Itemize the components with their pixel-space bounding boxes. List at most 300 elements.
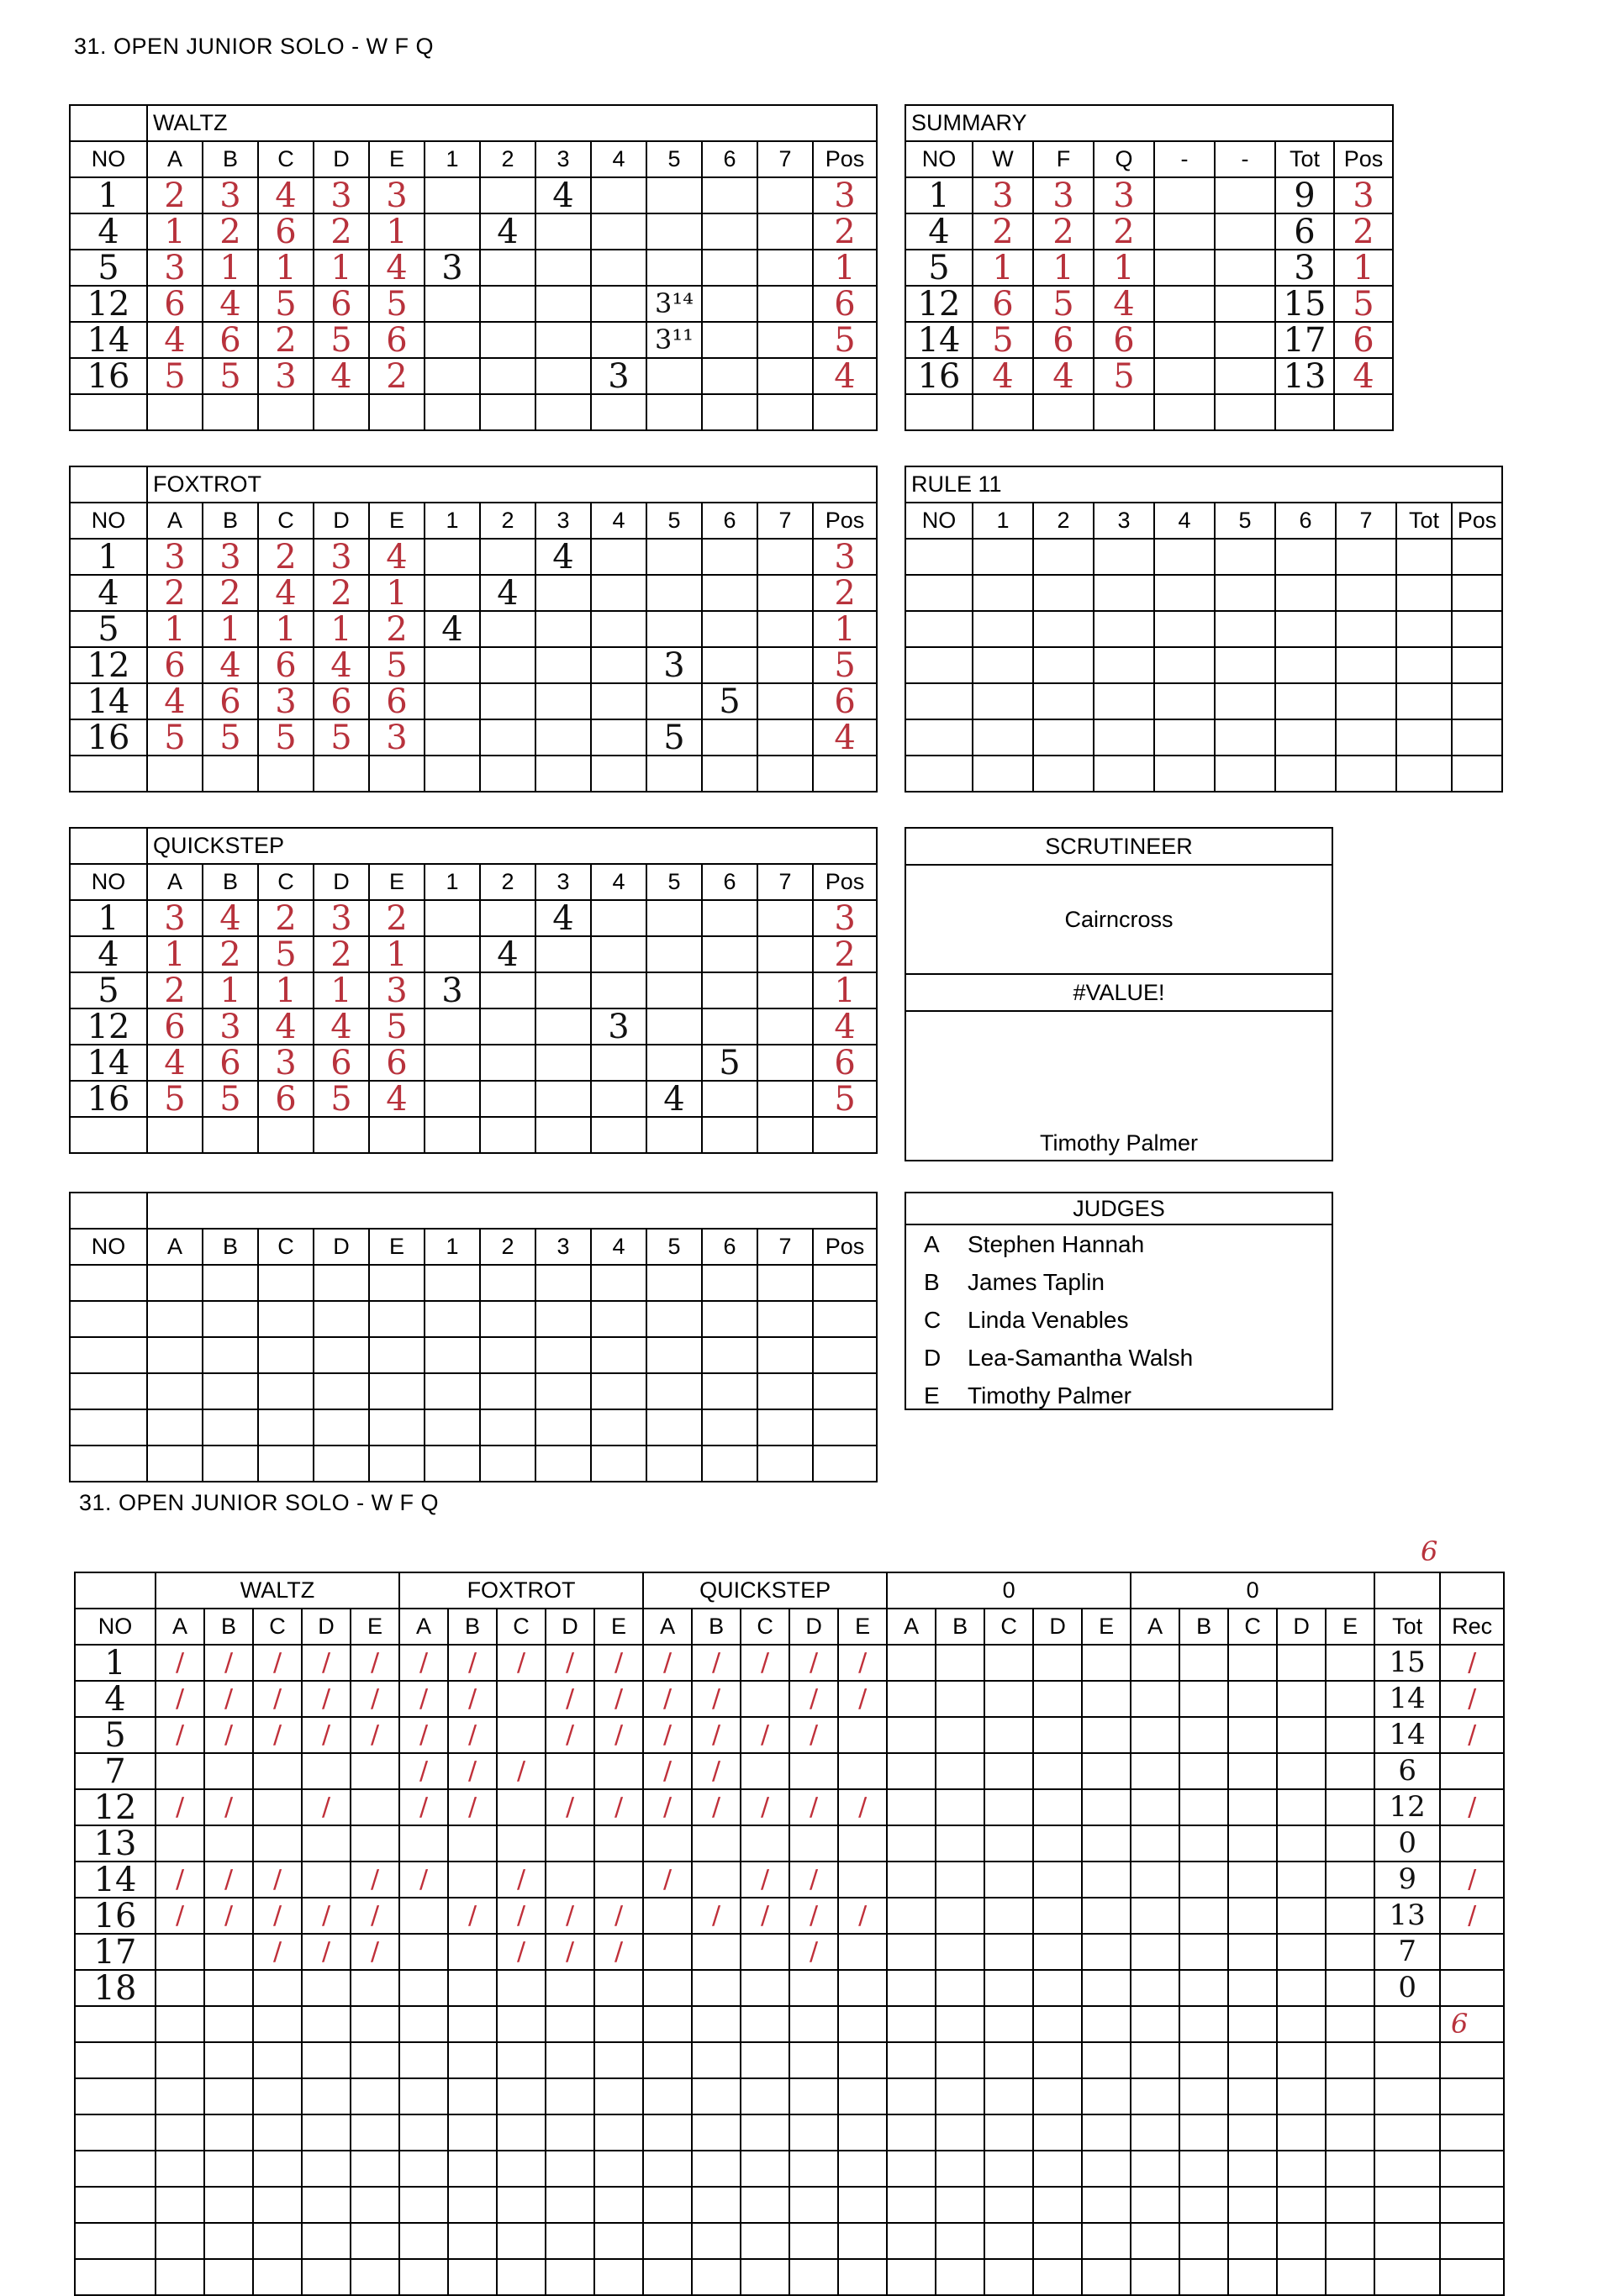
recall-mark-cell xyxy=(1179,1898,1228,1934)
recall-cell xyxy=(1440,2151,1504,2187)
cell xyxy=(702,900,757,936)
cell xyxy=(369,358,425,394)
recall-mark-cell xyxy=(448,1934,497,1970)
cell xyxy=(1215,539,1275,575)
recall-mark-cell xyxy=(399,2223,448,2259)
handwritten-mark: 6 xyxy=(275,647,297,683)
recall-mark-cell xyxy=(253,2114,302,2151)
recall-mark-cell xyxy=(594,2042,643,2078)
recall-mark-cell xyxy=(1179,1681,1228,1717)
handwritten-mark: 5 xyxy=(834,647,856,683)
cell xyxy=(480,1337,535,1373)
cell xyxy=(203,286,258,322)
cell xyxy=(813,1265,877,1301)
foxtrot-table xyxy=(69,466,878,793)
recall-mark-cell xyxy=(156,1681,204,1717)
handwritten-mark: 1 xyxy=(928,177,950,213)
cell xyxy=(258,358,314,394)
column-header: 5 xyxy=(1215,503,1275,539)
column-header: A xyxy=(147,503,203,539)
table-row xyxy=(905,213,1393,250)
tick-mark: ∕ xyxy=(419,1684,429,1714)
cell xyxy=(813,1373,877,1409)
recall-mark-cell xyxy=(1033,1898,1082,1934)
handwritten-mark: 4 xyxy=(98,213,119,250)
recall-mark-cell xyxy=(156,2223,204,2259)
recall-mark-cell xyxy=(1033,1717,1082,1753)
recall-mark-cell xyxy=(643,1898,692,1934)
cell xyxy=(702,756,757,792)
recall-mark-cell xyxy=(1326,2114,1374,2151)
blank-dance-table xyxy=(69,1192,878,1482)
cell xyxy=(702,1265,757,1301)
handwritten-mark: 6 xyxy=(992,286,1014,322)
recall-mark-cell xyxy=(936,2114,984,2151)
handwritten-mark: 2 xyxy=(219,575,241,611)
recall-mark-cell xyxy=(594,2114,643,2151)
recall-mark-cell xyxy=(302,1717,351,1753)
recall-mark-cell xyxy=(399,2114,448,2151)
cell xyxy=(757,322,813,358)
cell xyxy=(1336,683,1396,719)
cell xyxy=(646,322,702,358)
recall-mark-cell xyxy=(1082,2042,1131,2078)
cell xyxy=(1275,177,1334,213)
handwritten-mark: 1 xyxy=(834,972,856,1008)
cell xyxy=(70,1265,147,1301)
cell xyxy=(203,683,258,719)
recall-mark-cell xyxy=(399,1645,448,1681)
recall-mark-cell xyxy=(448,2114,497,2151)
cell xyxy=(203,719,258,756)
cell xyxy=(1334,322,1393,358)
recall-mark-cell xyxy=(1326,1862,1374,1898)
cell xyxy=(425,1373,480,1409)
recall-cell xyxy=(1440,2187,1504,2223)
handwritten-mark: 2 xyxy=(275,900,297,936)
handwritten-mark: 4 xyxy=(275,575,297,611)
recall-mark-cell xyxy=(204,1898,253,1934)
cell xyxy=(369,611,425,647)
recall-mark-cell xyxy=(1277,1898,1326,1934)
cell xyxy=(314,213,369,250)
recall-mark-cell xyxy=(1326,1970,1374,2006)
tick-mark: ∕ xyxy=(467,1684,477,1714)
cell xyxy=(70,936,147,972)
recall-mark-cell xyxy=(643,2223,692,2259)
cell xyxy=(203,1117,258,1153)
recall-mark-cell xyxy=(1033,1934,1082,1970)
cell xyxy=(147,1045,203,1081)
cell xyxy=(591,286,646,322)
cell xyxy=(258,719,314,756)
recall-cell xyxy=(1440,1862,1504,1898)
judge-name: James Taplin xyxy=(968,1268,1105,1295)
cell xyxy=(425,575,480,611)
recall-cell xyxy=(1440,2006,1504,2042)
recall-mark-cell xyxy=(887,2042,936,2078)
recall-mark-cell xyxy=(546,1789,594,1825)
handwritten-mark: 5 xyxy=(98,611,119,647)
recall-mark-cell xyxy=(1326,2259,1374,2295)
cell xyxy=(1154,647,1215,683)
competitor-number-cell xyxy=(75,1898,156,1934)
column-header: NO xyxy=(70,141,147,177)
cell xyxy=(203,936,258,972)
judge-letter-header: C xyxy=(984,1609,1033,1645)
cell xyxy=(258,286,314,322)
recall-mark-cell xyxy=(789,1681,838,1717)
recall-mark-cell xyxy=(351,2151,399,2187)
dance-group-header: FOXTROT xyxy=(399,1572,643,1609)
column-header: NO xyxy=(70,1229,147,1265)
cell xyxy=(535,1045,591,1081)
cell xyxy=(905,719,973,756)
cell xyxy=(70,177,147,213)
handwritten-mark: 5 xyxy=(834,1081,856,1117)
handwritten-mark: 2 xyxy=(330,575,352,611)
header-row xyxy=(905,141,1393,177)
cell xyxy=(813,575,877,611)
recall-mark-cell xyxy=(789,2114,838,2151)
column-header: Pos xyxy=(813,141,877,177)
recall-mark-cell xyxy=(789,1862,838,1898)
total-cell xyxy=(1374,1898,1440,1934)
column-header: Pos xyxy=(813,864,877,900)
handwritten-mark: 5 xyxy=(1052,286,1074,322)
column-header: 7 xyxy=(757,141,813,177)
recall-mark-cell xyxy=(741,1970,789,2006)
recall-mark-cell xyxy=(643,2114,692,2151)
cell xyxy=(314,1008,369,1045)
recall-mark-cell xyxy=(692,1862,741,1898)
judge-letter-header: E xyxy=(351,1609,399,1645)
cell xyxy=(70,972,147,1008)
recall-mark-cell xyxy=(838,2114,887,2151)
cell xyxy=(258,1446,314,1482)
handwritten-mark: 2 xyxy=(834,936,856,972)
recall-mark-cell xyxy=(838,2151,887,2187)
cell xyxy=(757,647,813,683)
table-row xyxy=(75,1753,1504,1789)
cell xyxy=(535,1117,591,1153)
cell xyxy=(480,683,535,719)
cell xyxy=(535,250,591,286)
recall-mark-cell xyxy=(399,1970,448,2006)
recall-mark-cell xyxy=(643,1825,692,1862)
cell xyxy=(70,1008,147,1045)
recall-mark-cell xyxy=(594,1898,643,1934)
table-row xyxy=(905,250,1393,286)
recall-mark-cell xyxy=(741,1717,789,1753)
cell xyxy=(70,1045,147,1081)
table-row xyxy=(905,286,1393,322)
cell xyxy=(70,286,147,322)
recall-mark-cell xyxy=(351,2042,399,2078)
cell xyxy=(535,972,591,1008)
recall-mark-cell xyxy=(448,2187,497,2223)
total-cell xyxy=(1374,1789,1440,1825)
cell xyxy=(369,647,425,683)
recall-mark-cell xyxy=(546,1681,594,1717)
recall-mark-cell xyxy=(302,1970,351,2006)
recall-mark-cell xyxy=(692,2114,741,2151)
recall-mark-cell xyxy=(887,2223,936,2259)
handwritten-mark: 5 xyxy=(164,719,186,756)
cell xyxy=(646,900,702,936)
judges-list xyxy=(923,1225,1194,1414)
judge-letter: E xyxy=(924,1382,940,1409)
recall-mark-cell xyxy=(1179,2187,1228,2223)
cell xyxy=(646,539,702,575)
recall-mark-cell xyxy=(302,2006,351,2042)
handwritten-mark: 6 xyxy=(1113,322,1135,358)
cell xyxy=(591,1409,646,1446)
handwritten-mark: 2 xyxy=(386,611,408,647)
recall-mark-cell xyxy=(302,2151,351,2187)
cell xyxy=(1033,611,1094,647)
column-header: B xyxy=(203,1229,258,1265)
recall-mark-cell xyxy=(692,2187,741,2223)
recall-mark-cell xyxy=(497,1789,546,1825)
handwritten-mark: 12 xyxy=(87,286,130,322)
table-row xyxy=(70,683,877,719)
cell xyxy=(147,1008,203,1045)
cell xyxy=(70,1301,147,1337)
recall-mark-cell xyxy=(351,1862,399,1898)
recall-mark-cell xyxy=(984,1717,1033,1753)
column-header: - xyxy=(1154,141,1215,177)
handwritten-mark: 4 xyxy=(552,539,574,575)
recall-mark-cell xyxy=(497,1898,546,1934)
tick-mark: ∕ xyxy=(516,1756,526,1786)
cell xyxy=(535,1446,591,1482)
recall-mark-cell xyxy=(1179,1934,1228,1970)
recall-mark-cell xyxy=(789,2042,838,2078)
recall-mark-cell xyxy=(1277,2078,1326,2114)
cell xyxy=(203,177,258,213)
recall-mark-cell xyxy=(546,2223,594,2259)
recall-mark-cell xyxy=(1277,2006,1326,2042)
table-row xyxy=(70,756,877,792)
recall-mark-cell xyxy=(692,2078,741,2114)
recall-mark-cell xyxy=(1033,1862,1082,1898)
cell xyxy=(1033,322,1094,358)
cell xyxy=(813,539,877,575)
tick-mark: ∕ xyxy=(565,1937,575,1967)
recall-mark-cell xyxy=(643,2151,692,2187)
column-header: 7 xyxy=(757,1229,813,1265)
cell xyxy=(314,250,369,286)
recall-mark-cell xyxy=(448,1717,497,1753)
header-row xyxy=(905,503,1502,539)
handwritten-mark: 6 xyxy=(219,683,241,719)
competitor-number-cell xyxy=(75,2187,156,2223)
judge-letter-header: B xyxy=(1179,1609,1228,1645)
cell xyxy=(646,647,702,683)
recall-mark-cell xyxy=(1277,1717,1326,1753)
cell xyxy=(70,1337,147,1373)
recall-mark-cell xyxy=(1033,2114,1082,2151)
cell xyxy=(147,1446,203,1482)
cell xyxy=(425,900,480,936)
cell xyxy=(70,1373,147,1409)
handwritten-mark: 3 xyxy=(386,177,408,213)
cell xyxy=(535,1265,591,1301)
tick-mark: ∕ xyxy=(272,1901,282,1930)
recall-mark-cell xyxy=(1082,1934,1131,1970)
recall-mark-cell xyxy=(741,1898,789,1934)
cell xyxy=(203,539,258,575)
column-header: C xyxy=(258,864,314,900)
column-header: E xyxy=(369,141,425,177)
recall-mark-cell xyxy=(936,1645,984,1681)
recall-mark-cell xyxy=(1033,2006,1082,2042)
handwritten-mark: 5 xyxy=(98,250,119,286)
recall-mark-cell xyxy=(351,2006,399,2042)
handwritten-mark: 1 xyxy=(98,539,119,575)
cell xyxy=(905,539,973,575)
recall-mark-cell xyxy=(1277,1934,1326,1970)
cell xyxy=(314,647,369,683)
cell xyxy=(70,1081,147,1117)
table-row xyxy=(70,719,877,756)
recall-mark-cell xyxy=(741,2223,789,2259)
cell xyxy=(1094,322,1154,358)
handwritten-mark: 2 xyxy=(834,213,856,250)
cell xyxy=(314,1337,369,1373)
cell xyxy=(480,539,535,575)
cell xyxy=(314,177,369,213)
column-header: 6 xyxy=(1275,503,1336,539)
table-row xyxy=(905,539,1502,575)
recall-cell xyxy=(1440,1717,1504,1753)
cell xyxy=(905,647,973,683)
cell xyxy=(1215,322,1275,358)
cell xyxy=(646,358,702,394)
table-row xyxy=(905,358,1393,394)
judge-letter-header: B xyxy=(204,1609,253,1645)
judge-row xyxy=(923,1225,1194,1263)
cell xyxy=(702,683,757,719)
scrutineer-name: Cairncross xyxy=(906,866,1332,975)
recall-mark-cell xyxy=(887,1789,936,1825)
handwritten-mark: 2 xyxy=(386,358,408,394)
cell xyxy=(147,972,203,1008)
recall-mark-cell xyxy=(253,2006,302,2042)
tick-mark: ∕ xyxy=(565,1901,575,1930)
table-row xyxy=(75,2187,1504,2223)
recall-mark-cell xyxy=(302,2223,351,2259)
recall-mark-cell xyxy=(789,1934,838,1970)
recall-mark-cell xyxy=(546,2006,594,2042)
recall-mark-cell xyxy=(302,2259,351,2295)
cell xyxy=(203,1081,258,1117)
judge-row xyxy=(923,1339,1194,1377)
column-header: E xyxy=(369,1229,425,1265)
cell xyxy=(258,972,314,1008)
cell xyxy=(203,1337,258,1373)
cell xyxy=(591,394,646,430)
cell xyxy=(203,575,258,611)
recall-mark-cell xyxy=(1228,2042,1277,2078)
recall-mark-cell xyxy=(156,1789,204,1825)
cell xyxy=(535,1409,591,1446)
handwritten-mark: 5 xyxy=(386,286,408,322)
cell xyxy=(1275,575,1336,611)
handwritten-mark: 6 xyxy=(834,286,856,322)
cell xyxy=(1154,250,1215,286)
handwritten-mark: 4 xyxy=(386,250,408,286)
recall-mark-cell xyxy=(887,2187,936,2223)
judge-letter-header: D xyxy=(1033,1609,1082,1645)
cell xyxy=(425,322,480,358)
cell xyxy=(1154,539,1215,575)
cell xyxy=(258,756,314,792)
recall-total: 12 xyxy=(1389,1790,1426,1824)
table-row xyxy=(905,322,1393,358)
tick-mark: ∕ xyxy=(321,1937,331,1967)
handwritten-mark: 1 xyxy=(330,972,352,1008)
cell xyxy=(369,719,425,756)
recall-mark-cell xyxy=(1228,1717,1277,1753)
handwritten-mark: 1 xyxy=(834,250,856,286)
table-row xyxy=(75,1970,1504,2006)
recall-mark-cell xyxy=(984,1862,1033,1898)
recall-mark-cell xyxy=(741,1934,789,1970)
cell xyxy=(147,1117,203,1153)
competitor-number: 7 xyxy=(104,1753,126,1789)
cell xyxy=(591,647,646,683)
recall-mark-cell xyxy=(594,1789,643,1825)
cell xyxy=(813,1337,877,1373)
recall-mark-cell xyxy=(448,2078,497,2114)
cell xyxy=(1336,539,1396,575)
recall-cell xyxy=(1440,1825,1504,1862)
cell xyxy=(1033,719,1094,756)
handwritten-mark: 3 xyxy=(275,358,297,394)
table-row xyxy=(70,358,877,394)
recall-mark-cell xyxy=(838,1970,887,2006)
cell xyxy=(1033,756,1094,792)
tick-mark: ∕ xyxy=(712,1793,721,1822)
cell xyxy=(147,575,203,611)
recall-mark-cell xyxy=(692,2151,741,2187)
recall-mark-cell xyxy=(1033,1825,1082,1862)
cell xyxy=(1396,611,1452,647)
empty-cell xyxy=(75,1572,156,1609)
dance-group-header: 0 xyxy=(1131,1572,1374,1609)
cell xyxy=(973,177,1033,213)
cell xyxy=(480,1409,535,1446)
column-header: D xyxy=(314,503,369,539)
recall-mark-cell xyxy=(253,1789,302,1825)
cell xyxy=(258,394,314,430)
handwritten-mark: 3 xyxy=(608,1008,630,1045)
recall-mark-cell xyxy=(984,1898,1033,1934)
cell xyxy=(702,250,757,286)
judge-letter-header: C xyxy=(1228,1609,1277,1645)
tick-mark: ∕ xyxy=(321,1793,331,1822)
cell xyxy=(646,1008,702,1045)
recall-mark-cell xyxy=(497,1753,546,1789)
recall-mark-cell xyxy=(838,1825,887,1862)
recall-total: 14 xyxy=(1389,1682,1426,1715)
recall-mark-cell xyxy=(984,1789,1033,1825)
judge-row xyxy=(923,1377,1194,1414)
cell xyxy=(147,539,203,575)
competitor-number-cell xyxy=(75,1862,156,1898)
